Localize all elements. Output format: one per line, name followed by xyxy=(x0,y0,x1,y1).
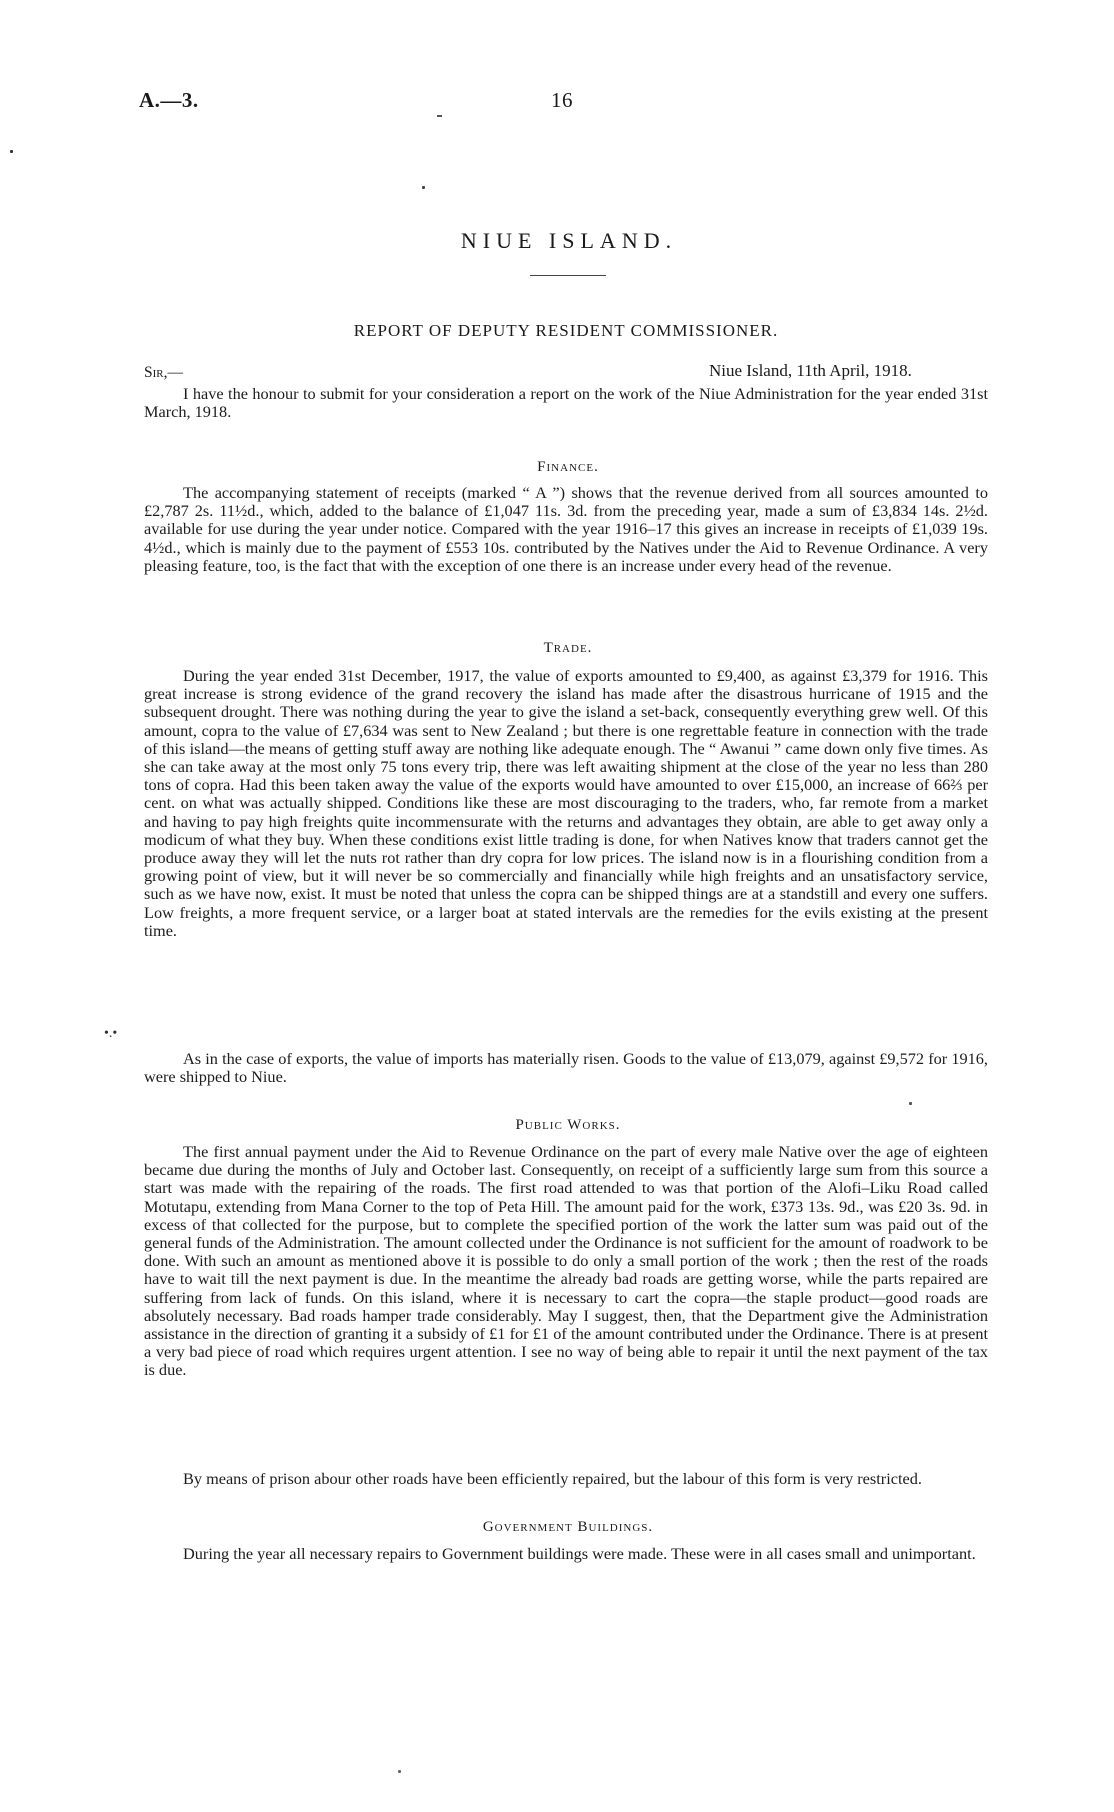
trade-heading: Trade. xyxy=(543,640,593,656)
document-reference: A.—3. xyxy=(139,88,199,112)
prison-labour-paragraph: By means of prison abour other roads have been efficiently repaired, but the labour of this form is very restricted. xyxy=(183,1469,922,1488)
finance-paragraph: The accompanying statement of receipts (marked “ A ”) shows that the revenue derived from all sources amounted to £2,787 2s. 11½d., which, added to the balance of £1,047 11s. 3d. from the preceding year, made a sum of £3,834 14s. 2½d. available for use during the year under notice. Compared with the year 1916–17 this gives an increase in receipts of £1,039 19s. 4½d., which is mainly due to the payment of £553 10s. contributed by the Natives under the Aid to Revenue Ordinance. A very pleasing feature, too, is the fact that with the exception of one there is an increase under every head of the revenue. xyxy=(144,483,988,575)
margin-mark: •.• xyxy=(104,1026,118,1041)
public-works-paragraph: The first annual payment under the Aid to Revenue Ordinance on the part of every male Native over the age of eighteen became due during the months of July and October last. Consequently, on receipt of a sufficiently large sum from this source a start was made with the repairing of the roads. The first road attended to was that portion of the Alofi–Liku Road called Motutapu, extending from Mana Corner to the top of Peta Hill. The amount paid for the work, £373 13s. 9d., was £20 3s. 9d. in excess of that collected for the purpose, but to complete the specified portion of the work the latter sum was paid out of the general funds of the Administration. The amount collected under the Ordinance is not sufficient for the amount of roadwork to be done. With such an amount as mentioned above it is possible to do only a small portion of the work ; then the rest of the roads have to wait till the next payment is due. In the meantime the already bad roads are getting worse, while the parts repaired are suffering from lack of funds. On this island, where it is necessary to cart the copra—the staple product—good roads are absolutely necessary. Bad roads hamper trade considerably. May I suggest, then, that the Department give the Administration assistance in the direction of granting it a subsidy of £1 for £1 of the amount contributed under the Ordinance. There is at present a very bad piece of road which requires urgent attention. I see no way of being able to repair it until the next payment of the tax is due. xyxy=(144,1142,988,1380)
government-buildings-heading: Government Buildings. xyxy=(482,1519,654,1535)
page-number: 16 xyxy=(551,88,573,112)
page-title: NIUE ISLAND. xyxy=(460,228,678,253)
scan-speck xyxy=(909,1102,912,1105)
government-buildings-paragraph: During the year all necessary repairs to Government buildings were made. These were in all cases small and unimportant. xyxy=(183,1544,976,1563)
finance-heading: Finance. xyxy=(537,459,599,475)
scan-speck xyxy=(398,1770,401,1773)
scan-speck xyxy=(422,186,425,189)
imports-paragraph: As in the case of exports, the value of imports has materially risen. Goods to the value of £13,079, against £9,572 for 1916, were shipped to Niue. xyxy=(144,1049,988,1087)
intro-paragraph: I have the honour to submit for your consideration a report on the work of the Niue Administration for the year ended 31st March, 1918. xyxy=(144,384,988,422)
scan-speck xyxy=(10,150,13,153)
scan-speck xyxy=(437,115,442,117)
trade-paragraph: During the year ended 31st December, 1917, the value of exports amounted to £9,400, as against £3,379 for 1916. This great increase is strong evidence of the grand recovery the island has made after the disastrous hurricane of 1915 and the subsequent drought. There was nothing during the year to give the island a set-back, consequently everything grew well. Of this amount, copra to the value of £7,634 was sent to New Zealand ; but there is one regrettable feature in connection with the trade of this island—the means of getting stuff away are nothing like adequate enough. The “ Awanui ” came down only five times. As she can take away at the most only 75 tons every trip, there was left awaiting shipment at the close of the year no less than 280 tons of copra. Had this been taken away the value of the exports would have amounted to over £15,000, an increase of 66⅔ per cent. on what was actually shipped. Conditions like these are most discouraging to the traders, who, far remote from a market and having to pay high freights quite incommensurate with the returns and advantages they obtain, are able to get away only a modicum of what they buy. When these conditions exist little trading is done, for when Natives know that traders cannot get the produce away they will let the nuts rot rather than dry copra for low prices. The island now is in a flourishing condition from a growing point of view, but it will never be so commercially and financially while high freights and an unsatisfactory service, such as we have now, exist. It must be noted that unless the copra can be shipped things are at a standstill and every one suffers. Low freights, a more frequent service, or a larger boat at stated intervals are the remedies for the evils existing at the present time. xyxy=(144,666,988,940)
title-divider xyxy=(530,275,606,276)
report-subtitle: REPORT OF DEPUTY RESIDENT COMMISSIONER. xyxy=(353,321,779,340)
salutation: Sir,— xyxy=(144,364,183,381)
public-works-heading: Public Works. xyxy=(515,1117,621,1133)
dateline: Niue Island, 11th April, 1918. xyxy=(709,361,912,380)
